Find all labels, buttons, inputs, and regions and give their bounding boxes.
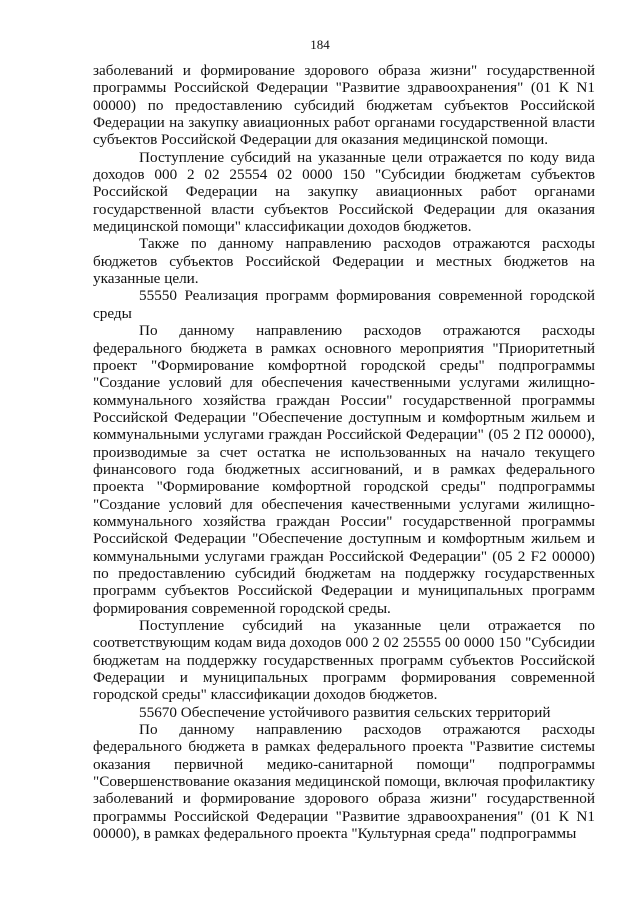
section-heading-55670: 55670 Обеспечение устойчивого развития сельских территорий xyxy=(139,703,551,721)
page-number: 184 xyxy=(310,37,330,52)
paragraph-2: Поступление субсидий на указанные цели отражается по коду вида доходов 000 2 02 25554 02 0000 150 "Субсидии бюджетам субъектов Российской Федерации на закупку авиационных работ органами государственной власти субъектов Российской Федерации для оказания медицинской помощи" классификации доходов бюджетов. xyxy=(93,148,595,236)
paragraph-1: заболеваний и формирование здорового образа жизни" государственной программы Российской Федерации "Развитие здравоохранения" (01 К N1 00000) по предоставлению субсидий бюджетам субъектов Российской Федерации на закупку авиационных работ органами государственной власти субъектов Российской Федерации для оказания медицинской помощи. xyxy=(93,62,595,149)
document-body xyxy=(93,62,595,842)
paragraph-8: По данному направлению расходов отражаются расходы федерального бюджета в рамках федерального проекта "Развитие системы оказания первичной медико-санитарной помощи" подпрограммы "Совершенствование оказания медицинской помощи, включая профилактику заболеваний и формирование здорового образа жизни" государственной программы Российской Федерации "Развитие здравоохранения" (01 К N1 00000), в рамках федерального проекта "Культурная среда" подпрограммы xyxy=(93,721,595,843)
paragraph-5: По данному направлению расходов отражаются расходы федерального бюджета в рамках основного мероприятия "Приоритетный проект "Формирование комфортной городской среды" подпрограммы "Создание условий для обеспечения качественными услугами жилищно-коммунального хозяйства граждан России" государственной программы Российской Федерации "Обеспечение доступным и комфортным жильем и коммунальными услугами граждан Российской Федерации" (05 2 П2 00000), производимые за счет остатка не использованных на начало текущего финансового года бюджетных ассигнований, и в рамках федерального проекта "Формирование комфортной городской среды" подпрограммы "Создание условий для обеспечения качественными услугами жилищно-коммунального хозяйства граждан России" государственной программы Российской Федерации "Обеспечение доступным и комфортным жильем и коммунальными услугами граждан Российской Федерации" (05 2 F2 00000) по предоставлению субсидий бюджетам на поддержку государственных программ субъектов Российской Федерации и муниципальных программ формирования современной городской среды. xyxy=(93,322,595,617)
section-heading-55550: 55550 Реализация программ формирования современной городской среды xyxy=(93,287,595,322)
paragraph-6: Поступление субсидий на указанные цели отражается по соответствующим кодам вида доходов 000 2 02 25555 00 0000 150 "Субсидии бюджетам на поддержку государственных программ субъектов Российской Федерации и муниципальных программ формирования современной городской среды" классификации доходов бюджетов. xyxy=(93,617,595,704)
paragraph-3: Также по данному направлению расходов отражаются расходы бюджетов субъектов Российской Федерации и местных бюджетов на указанные цели. xyxy=(93,235,595,288)
